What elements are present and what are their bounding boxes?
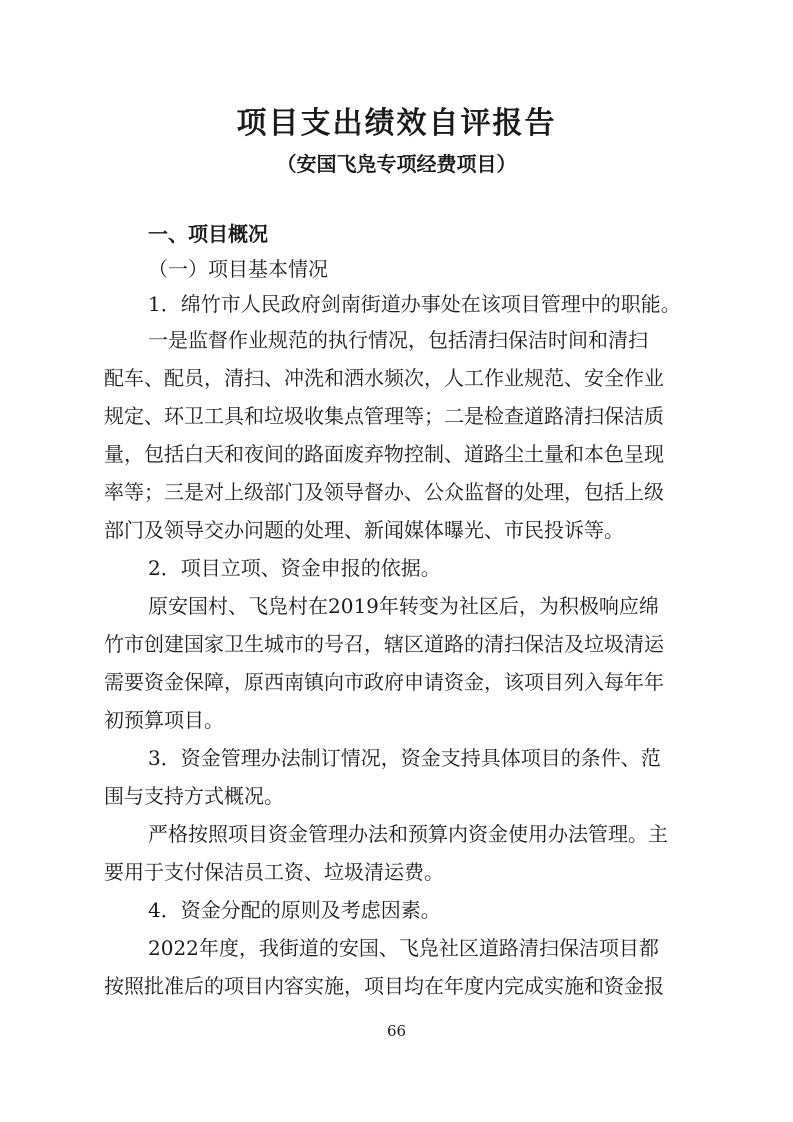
paragraph-line: 配车、配员，清扫、冲洗和洒水频次，人工作业规范、安全作业 [104,366,664,390]
paragraph-line: 竹市创建国家卫生城市的号召，辖区道路的清扫保洁及垃圾清运 [104,632,664,656]
paragraph-line: 量，包括白天和夜间的路面废弃物控制、道路尘土量和本色呈现 [104,442,664,466]
paragraph-line: （一）项目基本情况 [148,257,328,281]
page-number: 66 [386,1022,407,1040]
paragraph-line: 围与支持方式概况。 [104,784,284,808]
paragraph-line: 率等；三是对上级部门及领导督办、公众监督的处理，包括上级 [104,480,664,504]
paragraph-line: 规定、环卫工具和垃圾收集点管理等；二是检查道路清扫保洁质 [104,404,664,428]
paragraph-line: 初预算项目。 [104,708,224,732]
document-title: 项目支出绩效自评报告 [236,106,557,141]
paragraph-line: 2022年度，我街道的安国、飞凫社区道路清扫保洁项目都 [148,936,659,960]
paragraph-line: 一是监督作业规范的执行情况，包括清扫保洁时间和清扫 [148,328,648,352]
paragraph-line: 要用于支付保洁员工资、垃圾清运费。 [104,860,444,884]
paragraph-line: 需要资金保障，原西南镇向市政府申请资金，该项目列入每年年 [104,670,664,694]
document-subtitle: （安国飞凫专项经费项目） [276,152,517,176]
paragraph-line: 原安国村、飞凫村在2019年转变为社区后，为积极响应绵 [148,594,659,618]
paragraph-line: 严格按照项目资金管理办法和预算内资金使用办法管理。主 [148,822,668,846]
paragraph-line: 按照批准后的项目内容实施，项目均在年度内完成实施和资金报 [104,974,664,998]
paragraph-line: 2．项目立项、资金申报的依据。 [148,556,441,580]
paragraph-line: 部门及领导交办问题的处理、新闻媒体曝光、市民投诉等。 [104,518,624,542]
paragraph-line: 4．资金分配的原则及考虑因素。 [148,898,441,922]
section-heading: 一、项目概况 [148,222,268,246]
paragraph-line: 1．绵竹市人民政府剑南街道办事处在该项目管理中的职能。 [148,292,681,316]
paragraph-line: 3．资金管理办法制订情况，资金支持具体项目的条件、范 [148,746,661,770]
